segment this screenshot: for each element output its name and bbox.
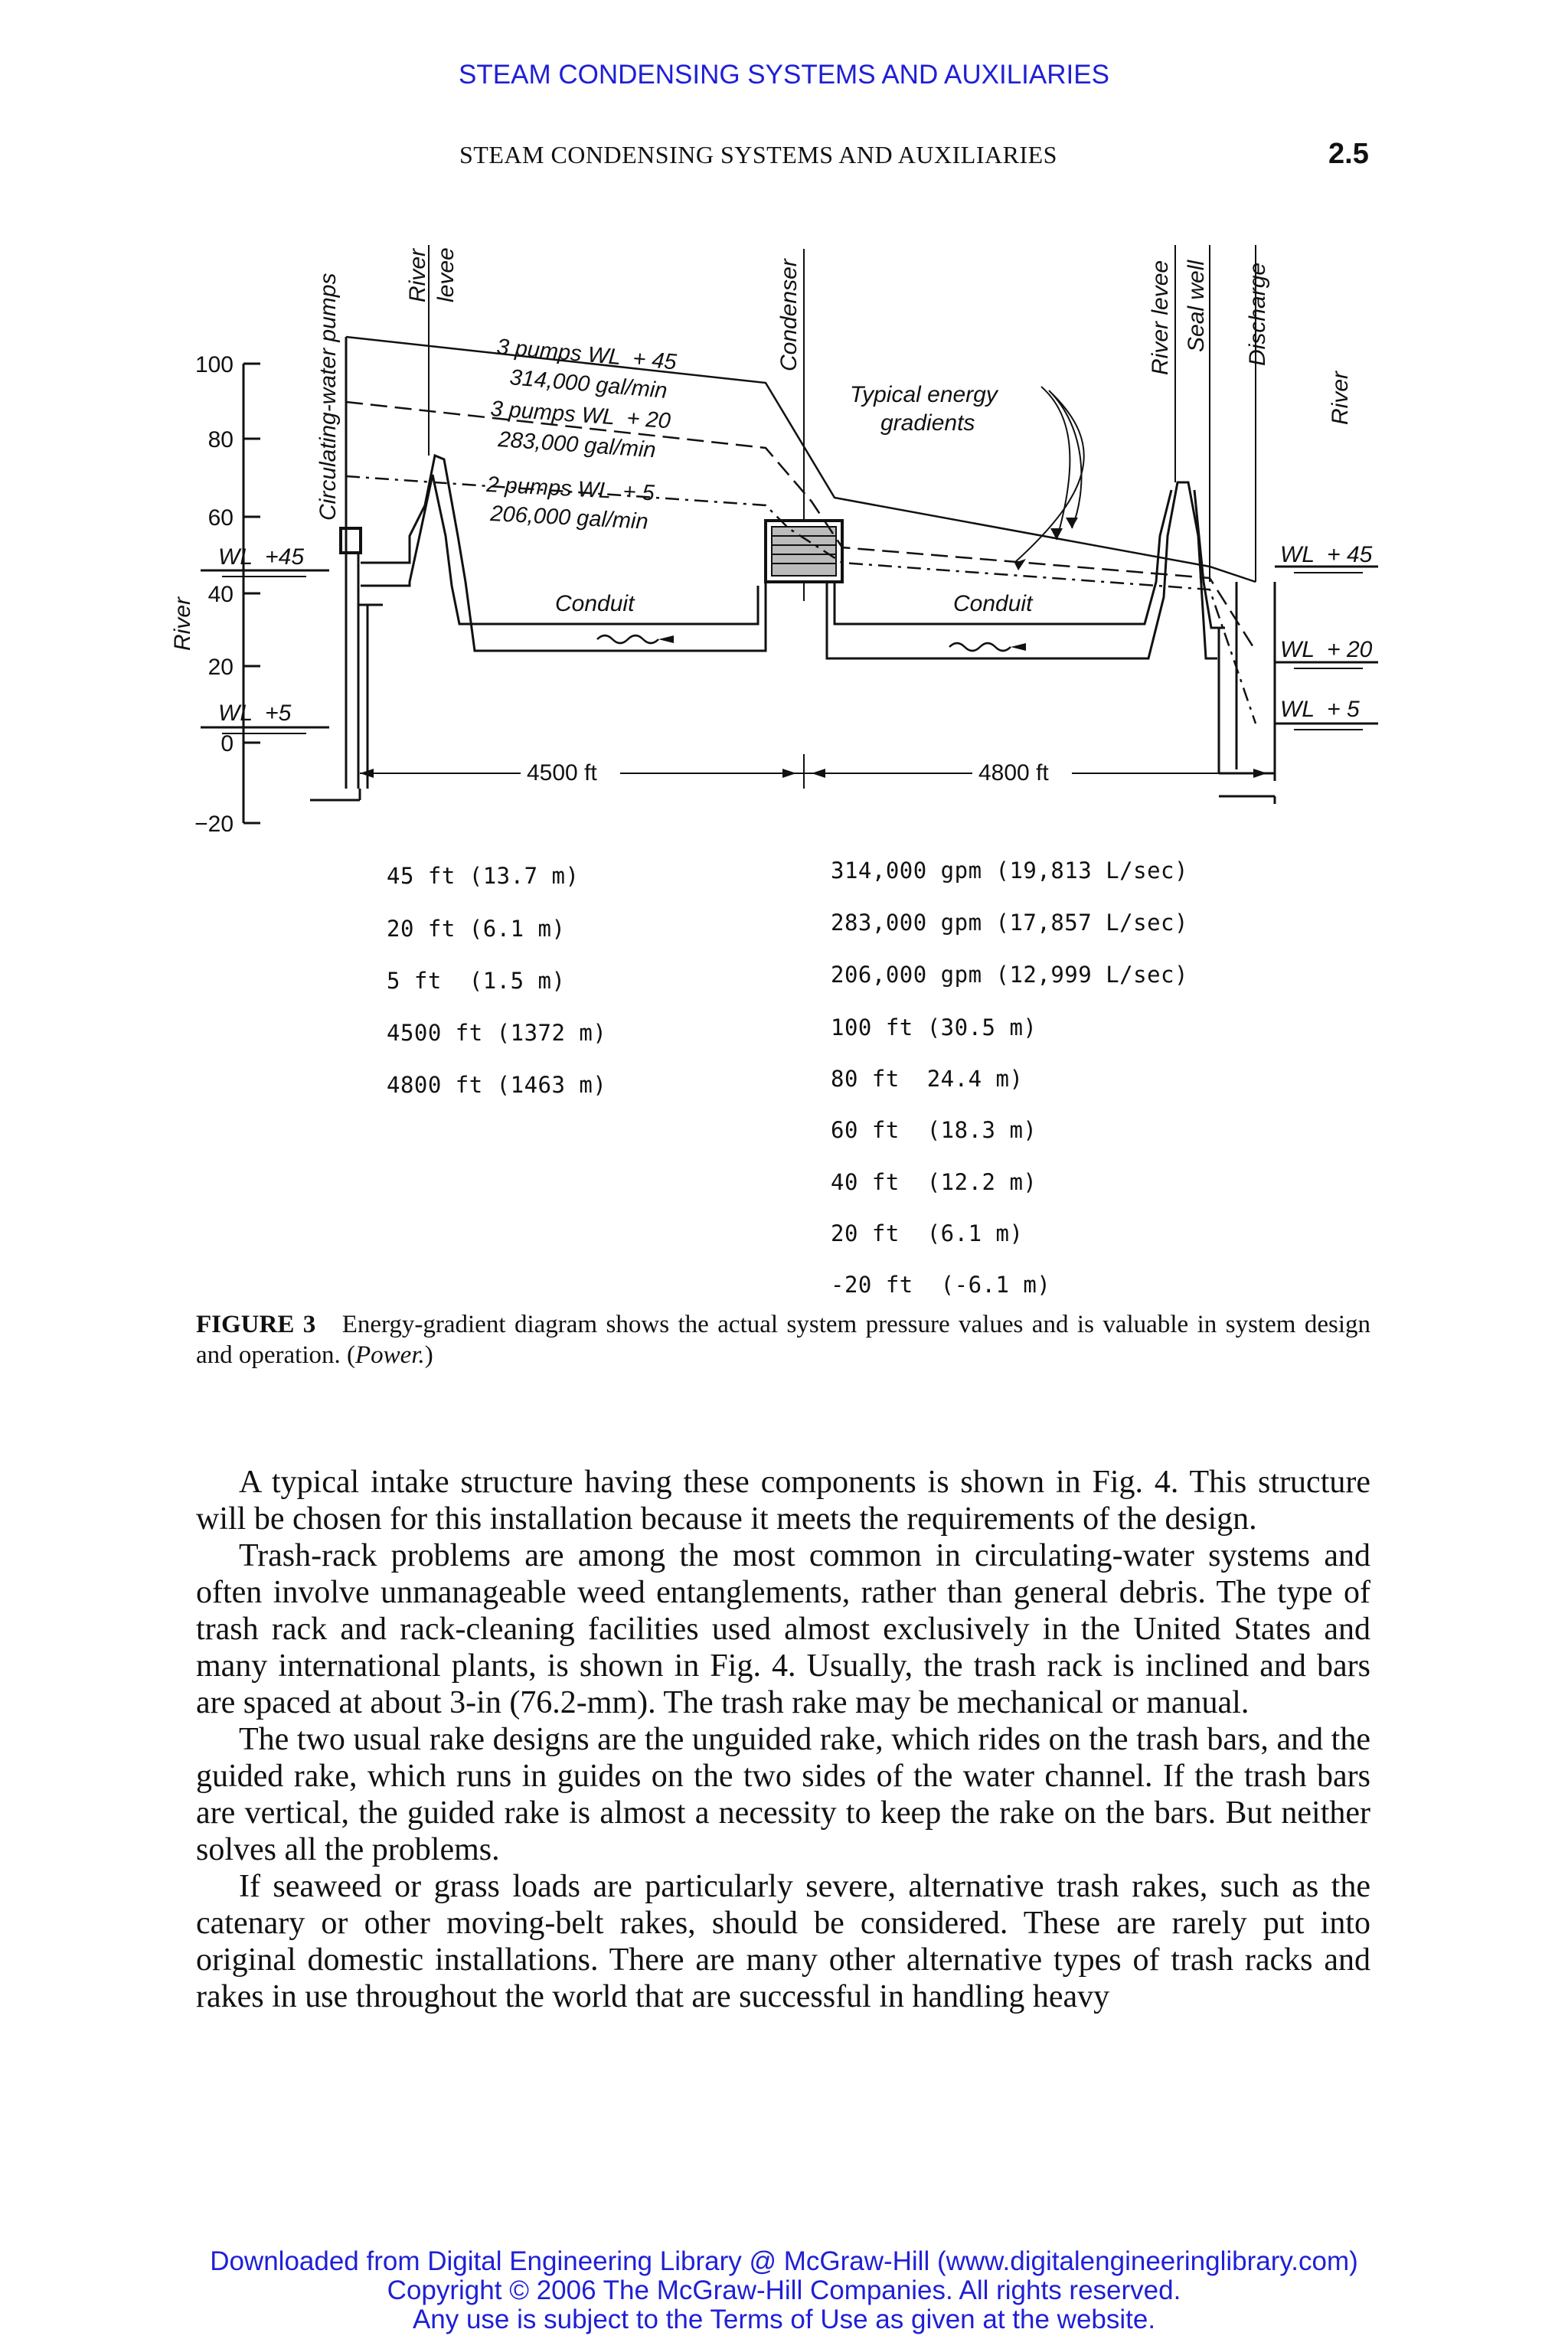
pumps-label: Circulating-water pumps [315,273,341,521]
y-tick-20: 20 [207,655,234,680]
page-number: 2.5 [1328,138,1369,170]
gradient-2-flow: 283,000 gal/min [497,427,657,463]
wl-right-20: WL + 20 [1280,637,1373,662]
gradient-3-pumps: 2 pumps WL + 5 [485,472,655,506]
distance-right-label: 4800 ft [978,760,1049,786]
footer-terms: Any use is subject to the Terms of Use as given at the website. [412,2305,1156,2334]
conversion-right-0: 314,000 gpm (19,813 L/sec) [831,858,1188,884]
body-text [196,1464,1370,2015]
figure-label: FIGURE 3 [196,1311,316,1338]
conversion-left-3: 4500 ft (1372 m) [387,1020,607,1046]
conversion-left-2: 5 ft (1.5 m) [387,968,566,994]
footer [0,2247,1568,2334]
conversion-right-7: 20 ft (6.1 m) [831,1220,1024,1246]
conversion-right-8: -20 ft (-6.1 m) [831,1272,1051,1298]
wl-right-5: WL + 5 [1280,697,1360,722]
gradient-2-pumps: 3 pumps WL + 20 [489,397,671,434]
gradient-1-flow: 314,000 gal/min [508,365,668,403]
y-tick-40: 40 [207,582,234,607]
conduit-right-label: Conduit [953,591,1033,616]
footer-download-link[interactable]: Downloaded from Digital Engineering Library @ McGraw-Hill (www.digitalengineeringlibrary.com) [210,2246,1358,2276]
y-tick-80: 80 [207,427,234,452]
conversion-right-5: 60 ft (18.3 m) [831,1117,1037,1143]
caption-text: Energy-gradient diagram shows the actual system pressure values and is valuable in system design and operation. ( [196,1311,1371,1369]
y-tick-60: 60 [207,505,234,531]
conversion-right-1: 283,000 gpm (17,857 L/sec) [831,910,1188,936]
discharge-label: Discharge [1245,262,1270,366]
y-tick-100: 100 [194,352,234,377]
conversion-right-3: 100 ft (30.5 m) [831,1014,1037,1040]
river-levee-left-label-2: levee [433,247,459,302]
river-right-label: River [1328,371,1353,425]
figure-caption [196,1309,1370,1370]
running-head: STEAM CONDENSING SYSTEMS AND AUXILIARIES [459,141,1057,168]
conversion-right-6: 40 ft (12.2 m) [831,1169,1037,1195]
seal-well-label: Seal well [1184,260,1209,352]
energy-gradient-label-1: Typical energy [850,382,998,407]
energy-gradient-label-2: gradients [880,410,975,436]
gradient-1-pumps: 3 pumps WL + 45 [495,335,678,375]
paragraph-4: If seaweed or grass loads are particularly severe, alternative trash rakes, such as the catenary or other moving-belt rakes, should be considered. These are rarely put into original domestic installations. There are many other alternative types of trash racks and rakes in use throughout the world that are successful in handling heavy [196,1869,1370,2014]
conduit-left-label: Conduit [555,591,635,616]
wl-right-45: WL + 45 [1280,542,1373,567]
caption-close: ) [424,1341,433,1369]
wl-left-45: WL +45 [218,544,305,570]
conversion-left-1: 20 ft (6.1 m) [387,916,566,942]
river-levee-right-label: River levee [1148,260,1173,375]
gradient-3-flow: 206,000 gal/min [489,501,649,534]
footer-copyright: Copyright © 2006 The McGraw-Hill Companies. All rights reserved. [387,2275,1181,2305]
wl-left-5: WL +5 [218,701,292,726]
y-tick-0: 0 [220,731,234,756]
conversion-right-4: 80 ft 24.4 m) [831,1066,1024,1092]
paragraph-3: The two usual rake designs are the unguided rake, which rides on the trash bars, and the guided rake, which runs in guides on the two sides of the water channel. If the trash bars are vertical, the guided rake is almost a necessity to keep the rake on the bars. But neither solves all the problems. [196,1722,1370,1867]
conversion-left-4: 4800 ft (1463 m) [387,1072,607,1098]
y-tick-minus20: −20 [194,812,234,837]
condenser-label: Condenser [776,259,802,371]
distance-left-label: 4500 ft [527,760,597,786]
conversion-right-2: 206,000 gpm (12,999 L/sec) [831,962,1188,988]
energy-gradient-figure [0,0,1568,858]
paragraph-1: A typical intake structure having these components is shown in Fig. 4. This structure will be chosen for this installation because it meets the requirements of the design. [196,1465,1370,1537]
top-banner: STEAM CONDENSING SYSTEMS AND AUXILIARIES [459,60,1109,90]
caption-source: Power. [355,1341,425,1369]
conversion-left-0: 45 ft (13.7 m) [387,863,580,889]
paragraph-2: Trash-rack problems are among the most common in circulating-water systems and often involve unmanageable weed entanglements, rather than general debris. The type of trash rack and rack-cleaning facilities used almost exclusively in the United States and many international plants, is shown in Fig. 4. Usually, the trash rack is inclined and bars are spaced at about 3-in (76.2-mm). The trash rake may be mechanical or manual. [196,1538,1370,1720]
river-left-label: River [170,596,195,651]
river-levee-left-label-1: River [405,248,430,302]
